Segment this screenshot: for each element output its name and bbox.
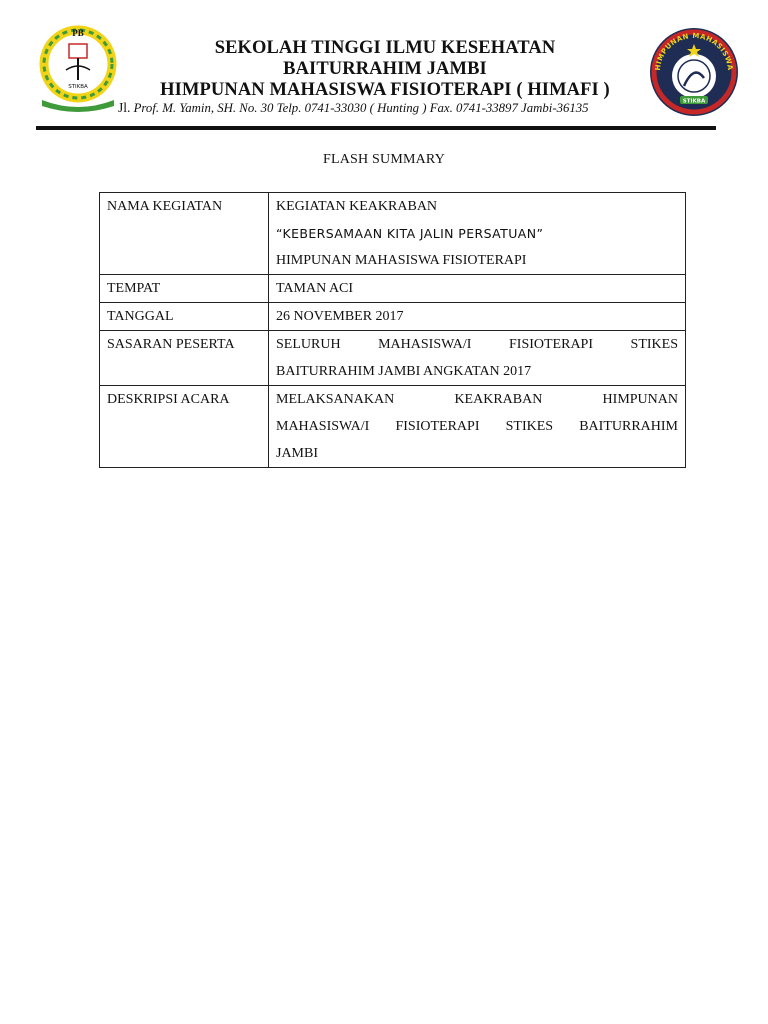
sasaran-line: BAITURRAHIM JAMBI ANGKATAN 2017 xyxy=(276,364,532,379)
row-label-nama-kegiatan: NAMA KEGIATAN xyxy=(100,193,269,275)
row-value-tempat: TAMAN ACI xyxy=(269,275,686,303)
stikba-logo xyxy=(36,22,120,112)
table-row xyxy=(100,303,686,331)
row-value-nama-kegiatan xyxy=(269,193,686,275)
row-label-sasaran: SASARAN PESERTA xyxy=(100,331,269,386)
organization-name: HIMPUNAN MAHASISWA FISIOTERAPI ( HIMAFI ) xyxy=(160,80,610,100)
institution-name: SEKOLAH TINGGI ILMU KESEHATAN xyxy=(214,38,556,58)
nama-kegiatan-line: KEGIATAN KEAKRABAN xyxy=(276,199,438,214)
deskripsi-line: JAMBI xyxy=(276,446,319,461)
document-title: FLASH SUMMARY xyxy=(322,152,446,167)
institution-city: BAITURRAHIM JAMBI xyxy=(283,59,487,79)
svg-text:PB: PB xyxy=(72,28,84,38)
table-row xyxy=(100,386,686,468)
table-row xyxy=(100,331,686,386)
row-value-sasaran xyxy=(269,331,686,386)
svg-text:HIMPUNAN MAHASISWA: HIMPUNAN MAHASISWA xyxy=(653,31,735,71)
deskripsi-line: MELAKSANAKAN KEAKRABAN HIMPUNAN xyxy=(276,392,678,407)
sasaran-line: SELURUH MAHASISWA/I FISIOTERAPI STIKES xyxy=(276,337,678,352)
letterhead-address xyxy=(118,100,658,116)
himafi-logo xyxy=(648,26,740,118)
address-prefix: Jl. xyxy=(118,100,131,115)
table-row xyxy=(100,193,686,275)
table-row xyxy=(100,275,686,303)
address-text: Prof. M. Yamin, SH. No. 30 Telp. 0741-33030 ( Hunting ) Fax. 0741-33897 Jambi-36135 xyxy=(133,101,589,115)
summary-table xyxy=(99,192,686,468)
nama-kegiatan-theme: “KEBERSAMAAN KITA JALIN PERSATUAN” xyxy=(276,226,544,241)
nama-kegiatan-line: HIMPUNAN MAHASISWA FISIOTERAPI xyxy=(276,253,527,268)
svg-text:STIKBA: STIKBA xyxy=(682,98,706,105)
row-value-deskripsi xyxy=(269,386,686,468)
letterhead-title xyxy=(120,38,650,101)
svg-text:STIKBA: STIKBA xyxy=(68,84,88,90)
deskripsi-line: MAHASISWA/I FISIOTERAPI STIKES BAITURRAHIM xyxy=(276,419,678,434)
row-label-deskripsi: DESKRIPSI ACARA xyxy=(100,386,269,468)
row-label-tanggal: TANGGAL xyxy=(100,303,269,331)
row-label-tempat: TEMPAT xyxy=(100,275,269,303)
letterhead-divider xyxy=(36,126,716,130)
row-value-tanggal: 26 NOVEMBER 2017 xyxy=(269,303,686,331)
